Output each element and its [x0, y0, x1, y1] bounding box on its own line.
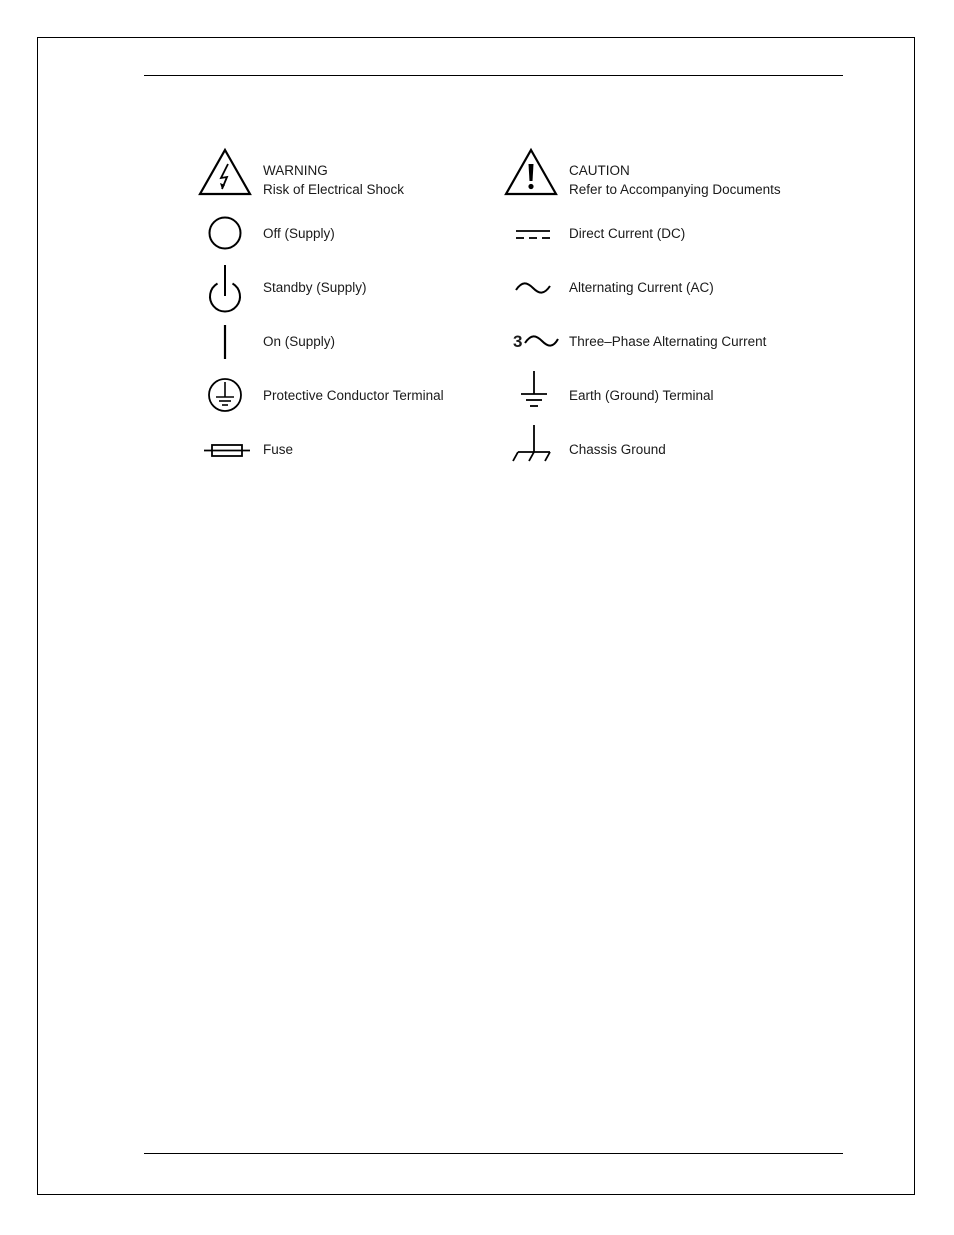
- warning-description: Risk of Electrical Shock: [263, 182, 405, 197]
- fuse-label: Fuse: [263, 442, 294, 457]
- caution-description: Refer to Accompanying Documents: [569, 182, 781, 197]
- earth-ground-terminal-icon: [519, 371, 549, 409]
- header-rule: [144, 75, 843, 76]
- on-supply-label: On (Supply): [263, 334, 336, 349]
- earth-ground-terminal-label: Earth (Ground) Terminal: [569, 388, 714, 403]
- alternating-current-icon: [515, 280, 551, 296]
- alternating-current-label: Alternating Current (AC): [569, 280, 714, 295]
- footer-rule: [144, 1153, 843, 1154]
- caution-icon: [504, 148, 558, 196]
- on-supply-icon: [220, 325, 230, 361]
- caution-title: CAUTION: [569, 163, 630, 178]
- off-supply-icon: [208, 216, 242, 250]
- protective-conductor-terminal-icon: [207, 377, 243, 413]
- warning-electrical-shock-icon: [198, 148, 252, 196]
- three-phase-ac-label: Three–Phase Alternating Current: [569, 334, 767, 349]
- chassis-ground-label: Chassis Ground: [569, 442, 666, 457]
- three-phase-digit: 3: [513, 332, 523, 351]
- protective-conductor-terminal-label: Protective Conductor Terminal: [263, 388, 444, 403]
- off-supply-label: Off (Supply): [263, 226, 335, 241]
- three-phase-ac-icon: [513, 330, 559, 354]
- fuse-icon: [204, 443, 250, 459]
- direct-current-label: Direct Current (DC): [569, 226, 686, 241]
- chassis-ground-icon: [512, 425, 552, 463]
- warning-title: WARNING: [263, 163, 328, 178]
- page-frame: [37, 37, 915, 1195]
- standby-supply-label: Standby (Supply): [263, 280, 367, 295]
- standby-supply-icon: [207, 264, 243, 312]
- direct-current-icon: [515, 229, 551, 241]
